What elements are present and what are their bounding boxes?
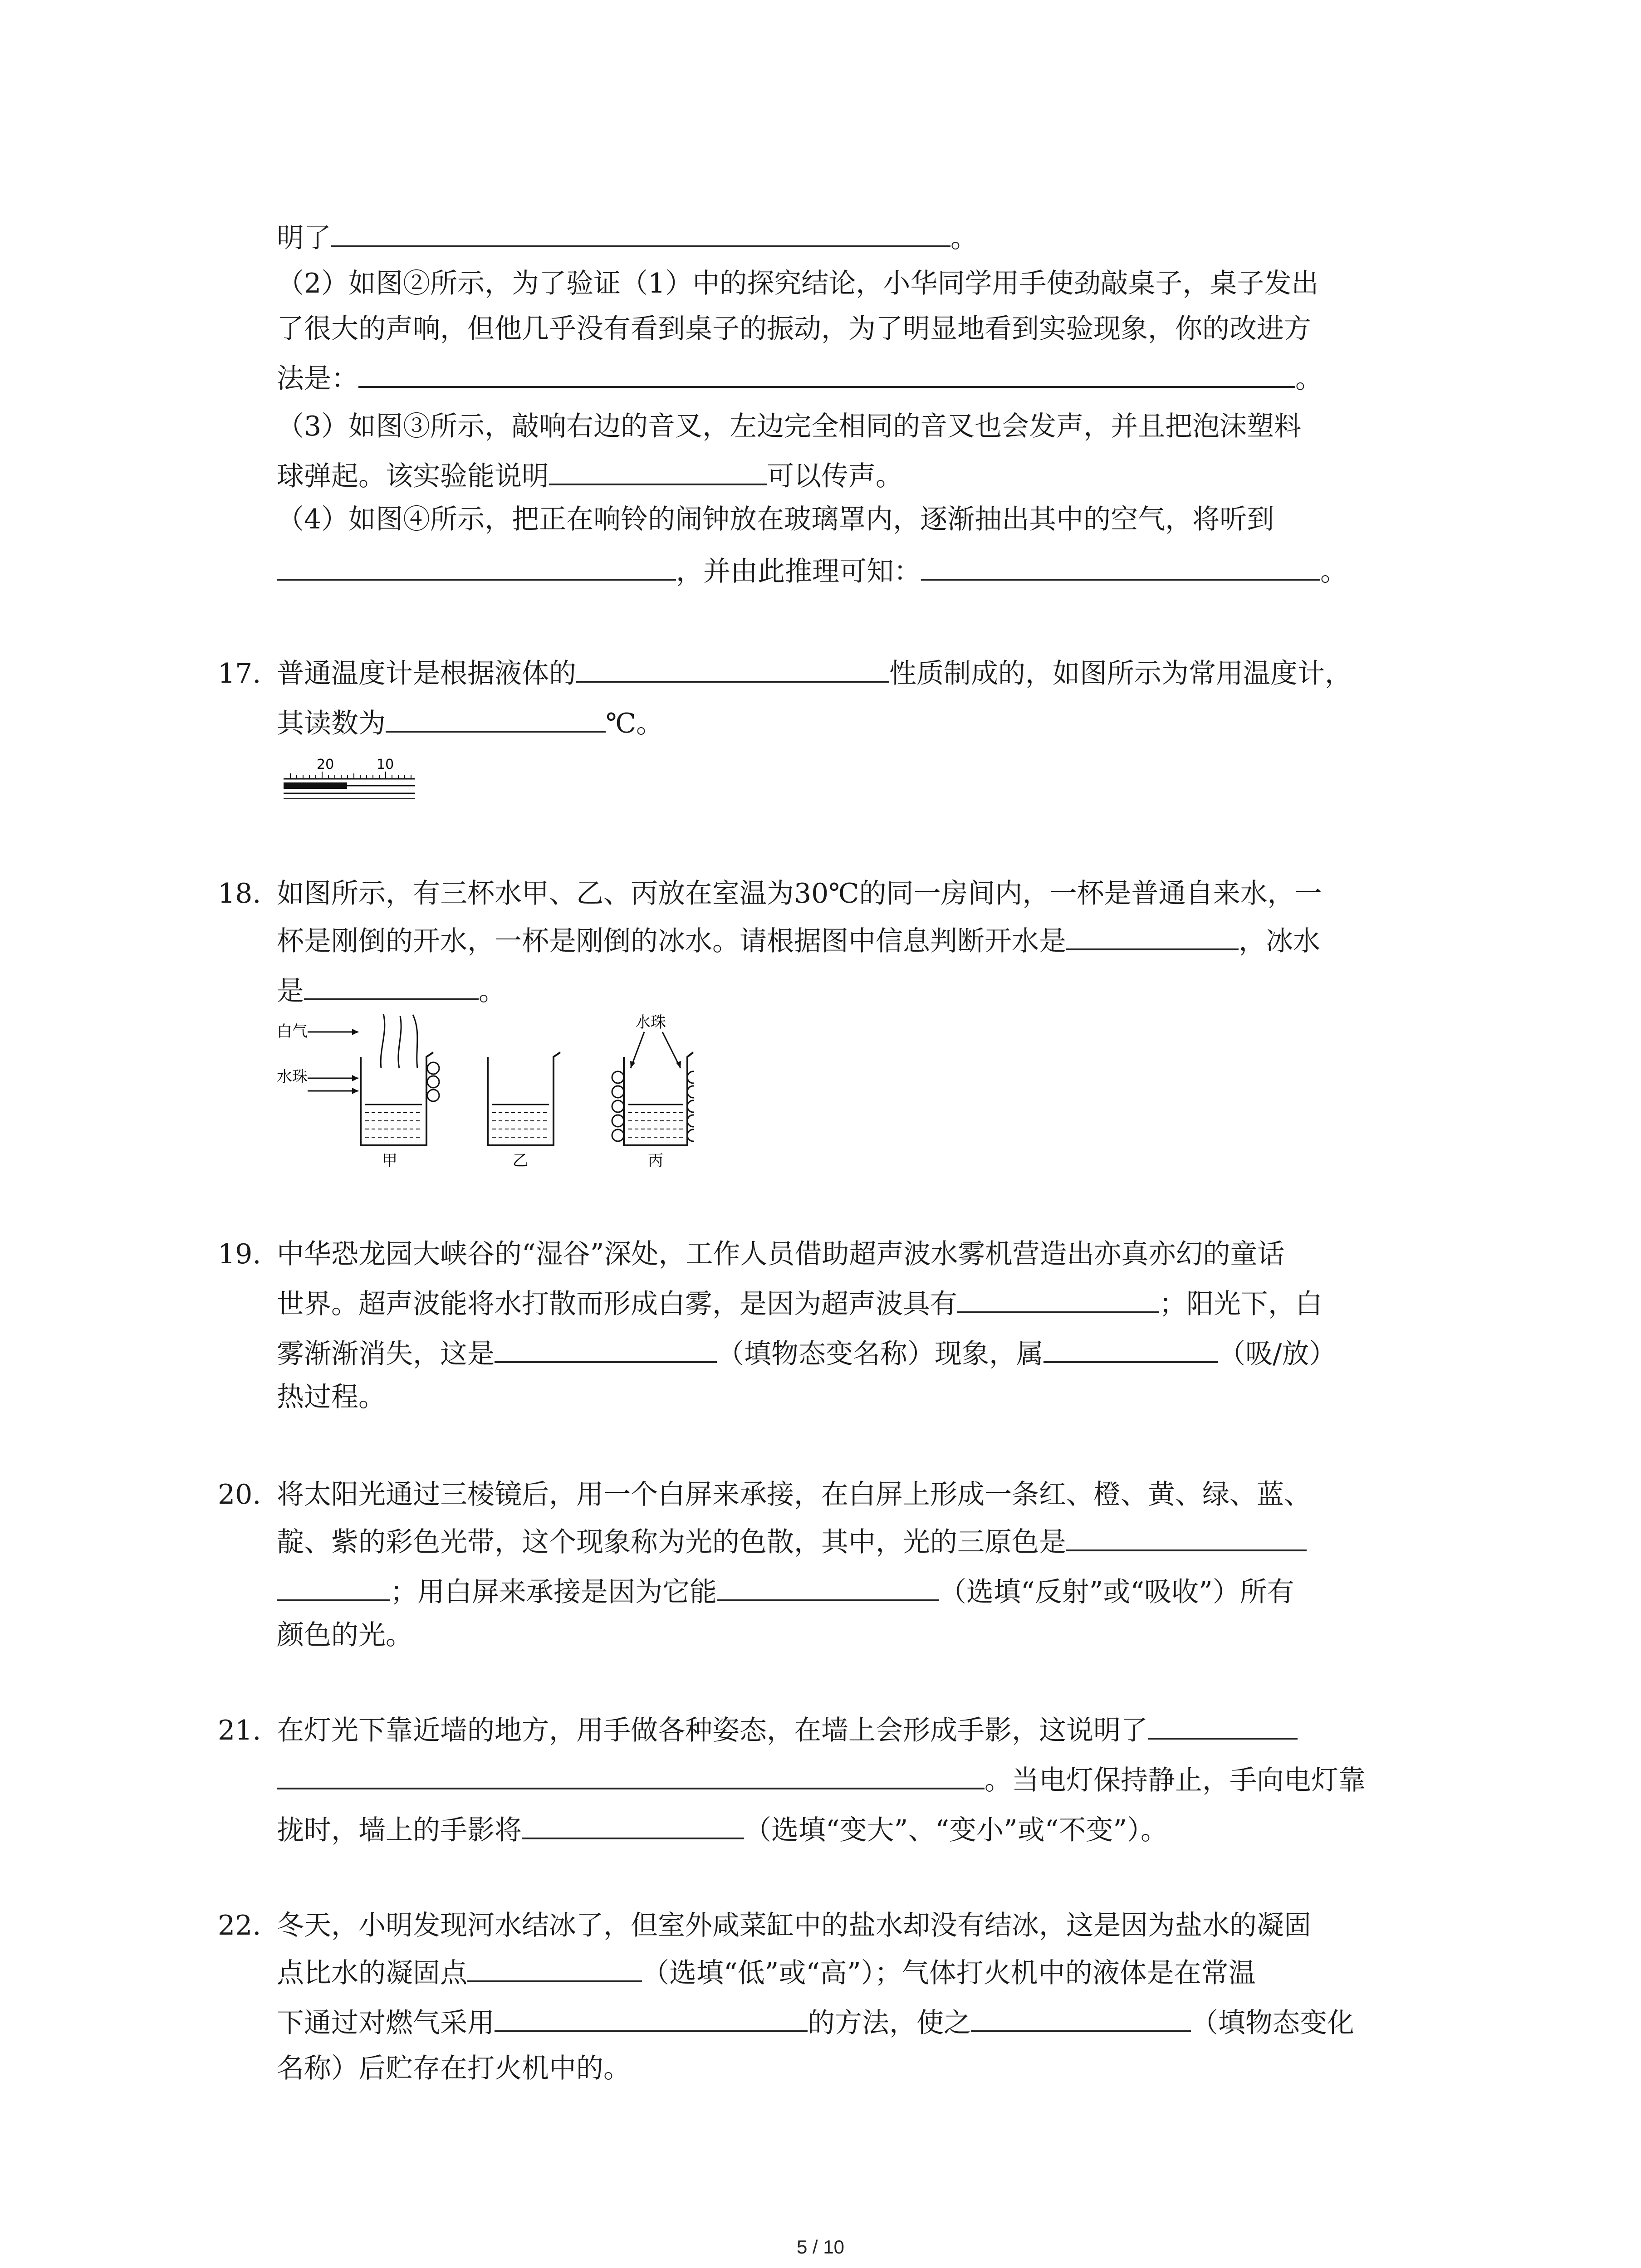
answer-blank[interactable] <box>495 1336 717 1363</box>
q19-line-2: 世界。超声波能将水打散而形成白雾，是因为超声波具有 ；阳光下，白 <box>277 1286 1323 1322</box>
cup-label: 丙 <box>648 1152 663 1168</box>
q16-part3-line-2: 球弹起。该实验能说明 可以传声。 <box>277 458 903 494</box>
question-number: 20. <box>218 1479 261 1510</box>
q20-line-2: 靛、紫的彩色光带，这个现象称为光的色散，其中，光的三原色是 <box>277 1524 1307 1560</box>
question-number: 22. <box>218 1910 261 1941</box>
answer-blank[interactable] <box>386 705 606 733</box>
q18-line-3: 是 。 <box>277 973 506 1009</box>
q19-line-3: 雾渐渐消失，这是 （填物态变名称）现象，属 （吸/放） <box>277 1336 1336 1372</box>
answer-blank[interactable] <box>971 2005 1191 2032</box>
q21-line-3: 拢时，墙上的手影将 （选填“变大”、“变小”或“不变”）。 <box>277 1812 1168 1848</box>
q16-line-1: 明了 。 <box>277 220 978 256</box>
q22-line-3: 下通过对燃气采用 的方法，使之 （填物态变化 <box>277 2005 1354 2041</box>
thermometer-tick-label: 10 <box>377 757 394 772</box>
q16-part2-line-2: 了很大的声响，但他几乎没有看到桌子的振动，为了明显地看到实验现象，你的改进方 <box>277 313 1311 345</box>
answer-blank[interactable] <box>358 361 1295 388</box>
q19-line-4: 热过程。 <box>277 1381 386 1413</box>
label-droplet: 水珠 <box>635 1014 666 1031</box>
q16-part2-line-1: （2）如图②所示，为了验证（1）中的探究结论，小华同学用手使劲敲桌子，桌子发出 <box>277 268 1319 299</box>
label-droplet: 水珠 <box>277 1068 308 1086</box>
q16-part4-line-2: ，并由此推理可知： 。 <box>277 553 1347 590</box>
q16-part2-line-3: 法是： 。 <box>277 361 1323 397</box>
answer-blank[interactable] <box>1043 1336 1218 1363</box>
q20-line-4: 颜色的光。 <box>277 1619 413 1651</box>
answer-blank[interactable] <box>1066 1524 1307 1551</box>
answer-blank[interactable] <box>957 1286 1159 1313</box>
q18-line-2: 杯是刚倒的开水，一杯是刚倒的冰水。请根据图中信息判断开水是 ，冰水 <box>277 923 1320 959</box>
answer-blank[interactable] <box>576 655 889 683</box>
page-number: 5 / 10 <box>796 2236 845 2258</box>
question-number: 21. <box>218 1715 261 1746</box>
answer-blank[interactable] <box>1148 1712 1298 1740</box>
answer-blank[interactable] <box>467 1955 642 1982</box>
q20-line-1: 20. 将太阳光通过三棱镜后，用一个白屏来承接，在白屏上形成一条红、橙、黄、绿、蓝、 <box>218 1476 1311 1513</box>
q19-line-1: 19. 中华恐龙园大峡谷的“湿谷”深处，工作人员借助超声波水雾机营造出亦真亦幻的童话 <box>218 1236 1284 1272</box>
thermometer-tick-label: 20 <box>317 757 334 772</box>
answer-blank[interactable] <box>522 1812 744 1839</box>
cup-b <box>488 1052 560 1168</box>
thermometer-figure <box>281 755 422 807</box>
liquid-column <box>284 782 347 789</box>
answer-blank[interactable] <box>921 553 1320 581</box>
cup-label: 甲 <box>382 1152 397 1168</box>
q16-part3-line-1: （3）如图③所示，敲响右边的音叉，左边完全相同的音叉也会发声，并且把泡沫塑料 <box>277 411 1302 442</box>
answer-blank[interactable] <box>1066 923 1239 950</box>
answer-blank[interactable] <box>277 553 676 581</box>
answer-blank[interactable] <box>717 1574 939 1601</box>
q20-line-3: ；用白屏来承接是因为它能 （选填“反射”或“吸收”）所有 <box>277 1574 1294 1610</box>
q21-line-2: 。当电灯保持静止，手向电灯靠 <box>277 1762 1366 1799</box>
q16-part4-line-1: （4）如图④所示，把正在响铃的闹钟放在玻璃罩内，逐渐抽出其中的空气，将听到 <box>277 503 1274 535</box>
answer-blank[interactable] <box>495 2005 808 2032</box>
answer-blank[interactable] <box>277 1574 390 1601</box>
answer-blank[interactable] <box>549 458 767 485</box>
answer-blank[interactable] <box>331 220 950 247</box>
q22-line-1: 22. 冬天，小明发现河水结冰了，但室外咸菜缸中的盐水却没有结冰，这是因为盐水的凝固 <box>218 1907 1311 1944</box>
q21-line-1: 21. 在灯光下靠近墙的地方，用手做各种姿态，在墙上会形成手影，这说明了 <box>218 1712 1298 1749</box>
question-number: 17. <box>218 658 261 689</box>
cup-label: 乙 <box>513 1152 528 1168</box>
cup-c <box>612 1014 694 1168</box>
q17-line-1: 17. 普通温度计是根据液体的 性质制成的，如图所示为常用温度计， <box>218 655 1352 692</box>
label-white-gas: 白气 <box>277 1022 308 1041</box>
answer-blank[interactable] <box>277 1762 985 1789</box>
three-cups-figure <box>277 1014 694 1170</box>
question-number: 18. <box>218 878 261 909</box>
question-number: 19. <box>218 1238 261 1270</box>
answer-blank[interactable] <box>304 973 479 1000</box>
q22-line-4: 名称）后贮存在打火机中的。 <box>277 2053 631 2084</box>
q18-line-1: 18. 如图所示，有三杯水甲、乙、丙放在室温为30℃的同一房间内，一杯是普通自来水，一 <box>218 875 1322 912</box>
cup-a <box>277 1014 439 1168</box>
q22-line-2: 点比水的凝固点 （选填“低”或“高”）；气体打火机中的液体是在常温 <box>277 1955 1256 1991</box>
q17-line-2: 其读数为 ℃。 <box>277 705 663 742</box>
